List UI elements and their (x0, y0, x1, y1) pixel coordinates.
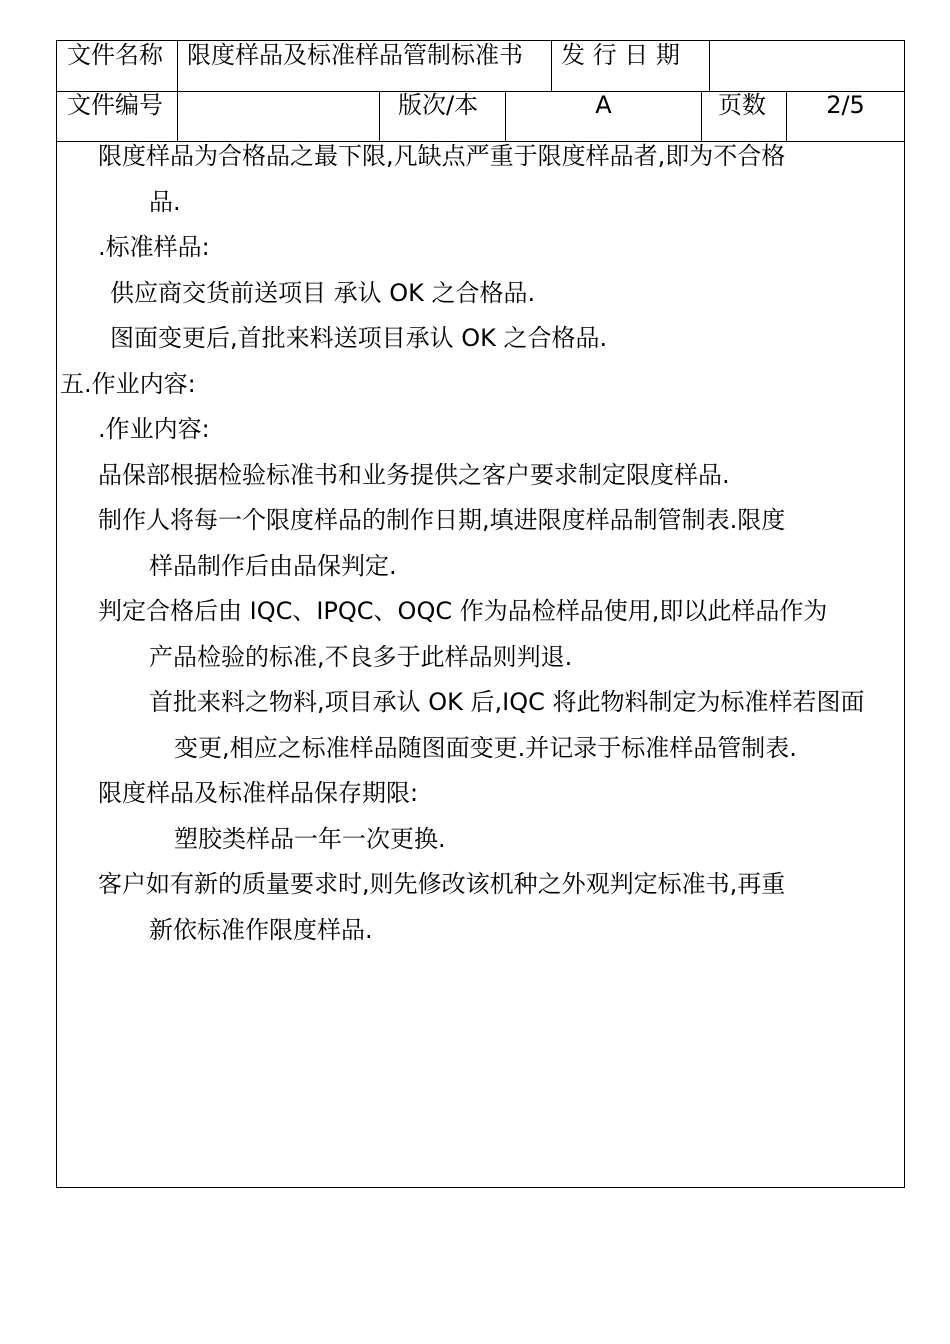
section-heading: .作业内容: (98, 415, 210, 443)
header-row-1 (57, 41, 904, 92)
body-line: 首批来料之物料,项目承认 OK 后,IQC 将此物料制定为标准样若图面 (149, 688, 865, 716)
body-line: 判定合格后由 IQC、IPQC、OQC 作为品检样品使用,即以此样品作为 (98, 597, 828, 625)
body-line: 限度样品及标准样品保存期限: (98, 779, 419, 807)
section-heading: .标准样品: (98, 233, 210, 261)
body-line: 品. (149, 188, 181, 216)
doc-no-value (178, 91, 380, 141)
body-line: 限度样品为合格品之最下限,凡缺点严重于限度样品者,即为不合格 (98, 142, 786, 170)
issue-date-label: 发 行 日 期 (552, 41, 710, 91)
body-line: 供应商交货前送项目 承认 OK 之合格品. (110, 279, 536, 307)
page-label: 页数 (702, 91, 787, 141)
doc-no-label: 文件编号 (57, 91, 178, 141)
body-line: 制作人将每一个限度样品的制作日期,填进限度样品制管制表.限度 (98, 506, 786, 534)
body-line: 品保部根据检验标准书和业务提供之客户要求制定限度样品. (98, 461, 730, 489)
body-line: 塑胶类样品一年一次更换. (174, 825, 446, 853)
body-line: 新依标准作限度样品. (149, 916, 373, 944)
body-line: 图面变更后,首批来料送项目承认 OK 之合格品. (110, 324, 608, 352)
body-line: 变更,相应之标准样品随图面变更.并记录于标准样品管制表. (174, 734, 797, 762)
doc-name-value: 限度样品及标准样品管制标准书 (178, 41, 552, 91)
body-line: 样品制作后由品保判定. (149, 552, 397, 580)
issue-date-value (710, 41, 904, 91)
page-value: 2/5 (826, 91, 865, 119)
body-line: 产品检验的标准,不良多于此样品则判退. (149, 643, 573, 671)
body-line: 客户如有新的质量要求时,则先修改该机种之外观判定标准书,再重 (98, 870, 786, 898)
doc-name-label: 文件名称 (57, 41, 178, 91)
section-heading: 五.作业内容: (60, 370, 196, 398)
version-label: 版次/本 (380, 91, 506, 141)
version-value: A (506, 91, 702, 141)
header-row-2 (57, 91, 904, 142)
